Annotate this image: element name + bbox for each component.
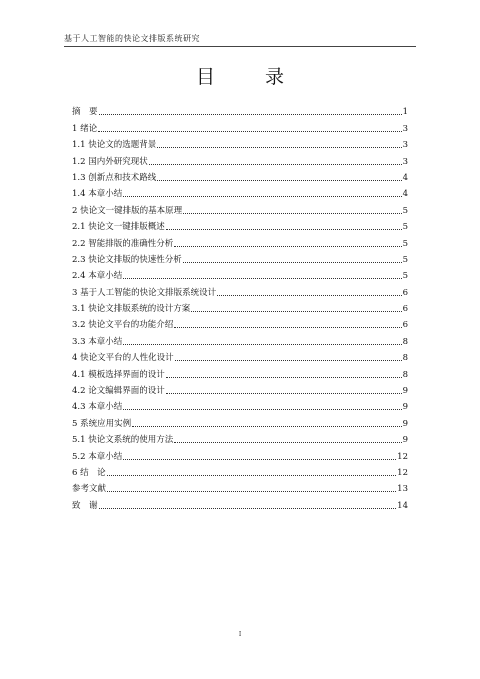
toc-entry-page-number: 9	[402, 386, 408, 397]
toc-entry[interactable]	[72, 249, 408, 265]
toc-entry[interactable]	[72, 117, 408, 133]
toc-entry-page-number: 3	[402, 156, 408, 167]
toc-entry[interactable]	[72, 462, 408, 478]
toc-entry-page-number: 6	[402, 320, 408, 331]
toc-dot-leader	[123, 343, 401, 345]
toc-entry-label: 1.1 快论文的选题背景	[72, 140, 157, 151]
toc-entry[interactable]	[72, 281, 408, 297]
toc-entry[interactable]	[72, 265, 408, 281]
toc-entry-label: 摘 要	[72, 107, 98, 118]
toc-dot-leader	[183, 261, 402, 263]
toc-dot-leader	[107, 490, 396, 492]
toc-dot-leader	[98, 130, 401, 132]
toc-entry-page-number: 13	[397, 484, 408, 495]
running-header: 基于人工智能的快论文排版系统研究	[64, 34, 200, 43]
toc-entry-label: 1.4 本章小结	[72, 189, 123, 200]
toc-entry-page-number: 9	[402, 435, 408, 446]
toc-entry-label: 5.2 本章小结	[72, 451, 123, 462]
toc-entry[interactable]	[72, 429, 408, 445]
toc-dot-leader	[174, 245, 401, 247]
toc-entry[interactable]	[72, 167, 408, 183]
toc-entry[interactable]	[72, 412, 408, 428]
toc-entry-label: 1.2 国内外研究现状	[72, 156, 148, 167]
toc-entry-page-number: 8	[402, 353, 408, 364]
toc-entry[interactable]	[72, 298, 408, 314]
toc-entry-label: 2.1 快论文一键排版概述	[72, 222, 165, 233]
toc-entry-page-number: 12	[397, 467, 408, 478]
toc-entry-label: 3.1 快论文排版系统的设计方案	[72, 304, 191, 315]
header-rule	[64, 46, 416, 47]
toc-dot-leader	[174, 326, 401, 328]
toc-entry-label: 1 绪论	[72, 123, 98, 134]
toc-entry[interactable]	[72, 216, 408, 232]
toc-entry-page-number: 8	[402, 336, 408, 347]
toc-dot-leader	[166, 392, 402, 394]
page-number: I	[238, 631, 242, 638]
toc-entry-label: 2 快论文一键排版的基本原理	[72, 205, 183, 216]
toc-entry-page-number: 1	[402, 107, 408, 118]
toc-entry-page-number: 9	[402, 402, 408, 413]
toc-entry[interactable]	[72, 347, 408, 363]
toc-title: 目 录	[195, 66, 307, 88]
toc-entry-label: 4.3 本章小结	[72, 402, 123, 413]
toc-dot-leader	[132, 425, 401, 427]
toc-entry-page-number: 6	[402, 287, 408, 298]
toc-entry-page-number: 9	[402, 418, 408, 429]
toc-entry-page-number: 5	[402, 254, 408, 265]
toc-entry-label: 2.3 快论文排版的快速性分析	[72, 254, 182, 265]
toc-entry[interactable]	[72, 363, 408, 379]
toc-entry-label: 4.1 模板选择界面的设计	[72, 369, 165, 380]
toc-entry-page-number: 5	[402, 205, 408, 216]
toc-entry[interactable]	[72, 183, 408, 199]
toc-entry-label: 3.3 本章小结	[72, 336, 123, 347]
toc-entry-label: 1.3 创新点和技术路线	[72, 172, 157, 183]
toc-dot-leader	[123, 408, 401, 410]
toc-entry-page-number: 5	[402, 222, 408, 233]
toc-entry-label: 5 系统应用实例	[72, 418, 132, 429]
toc-entry-label: 3 基于人工智能的快论文排版系统设计	[72, 287, 217, 298]
toc-entry[interactable]	[72, 494, 408, 510]
toc-dot-leader	[99, 507, 397, 509]
toc-entry-page-number: 12	[397, 451, 408, 462]
toc-entry[interactable]	[72, 199, 408, 215]
toc-dot-leader	[123, 277, 401, 279]
toc-entry[interactable]	[72, 150, 408, 166]
toc-entry-label: 6 结 论	[72, 467, 106, 478]
toc-dot-leader	[217, 294, 401, 296]
toc-entry-page-number: 4	[402, 189, 408, 200]
toc-entry-label: 5.1 快论文系统的使用方法	[72, 435, 174, 446]
toc-entry[interactable]	[72, 380, 408, 396]
toc-dot-leader	[123, 195, 401, 197]
toc-entry-label: 2.4 本章小结	[72, 271, 123, 282]
toc-entry-label: 3.2 快论文平台的功能介绍	[72, 320, 174, 331]
toc-entry-label: 致 谢	[72, 500, 98, 511]
toc-entry-label: 参考文献	[72, 484, 107, 495]
toc-entry-page-number: 3	[402, 140, 408, 151]
toc-entry[interactable]	[72, 232, 408, 248]
toc-dot-leader	[175, 359, 402, 361]
toc-dot-leader	[183, 212, 401, 214]
toc-dot-leader	[149, 163, 402, 165]
toc-entry[interactable]	[72, 330, 408, 346]
toc-dot-leader	[107, 474, 397, 476]
toc-entry-page-number: 14	[397, 500, 408, 511]
toc-entry-label: 4 快论文平台的人性化设计	[72, 353, 174, 364]
toc-entry[interactable]	[72, 101, 408, 117]
toc-entry-page-number: 8	[402, 369, 408, 380]
toc-dot-leader	[123, 458, 396, 460]
toc-entry-page-number: 5	[402, 238, 408, 249]
toc-dot-leader	[166, 228, 402, 230]
toc-entry-label: 4.2 论文编辑界面的设计	[72, 386, 165, 397]
toc-dot-leader	[174, 441, 401, 443]
toc-dot-leader	[157, 179, 401, 181]
toc-dot-leader	[99, 113, 402, 115]
toc-dot-leader	[191, 310, 401, 312]
toc-entry-page-number: 6	[402, 304, 408, 315]
toc-entry[interactable]	[72, 445, 408, 461]
toc-dot-leader	[157, 146, 401, 148]
toc-entry[interactable]	[72, 134, 408, 150]
toc-entry[interactable]	[72, 478, 408, 494]
toc-entry-page-number: 5	[402, 271, 408, 282]
toc-entry[interactable]	[72, 396, 408, 412]
toc-entry-page-number: 3	[402, 123, 408, 134]
toc-list	[72, 101, 408, 511]
toc-entry-label: 2.2 智能排版的准确性分析	[72, 238, 174, 249]
toc-dot-leader	[166, 376, 402, 378]
toc-entry-page-number: 4	[402, 172, 408, 183]
toc-entry[interactable]	[72, 314, 408, 330]
